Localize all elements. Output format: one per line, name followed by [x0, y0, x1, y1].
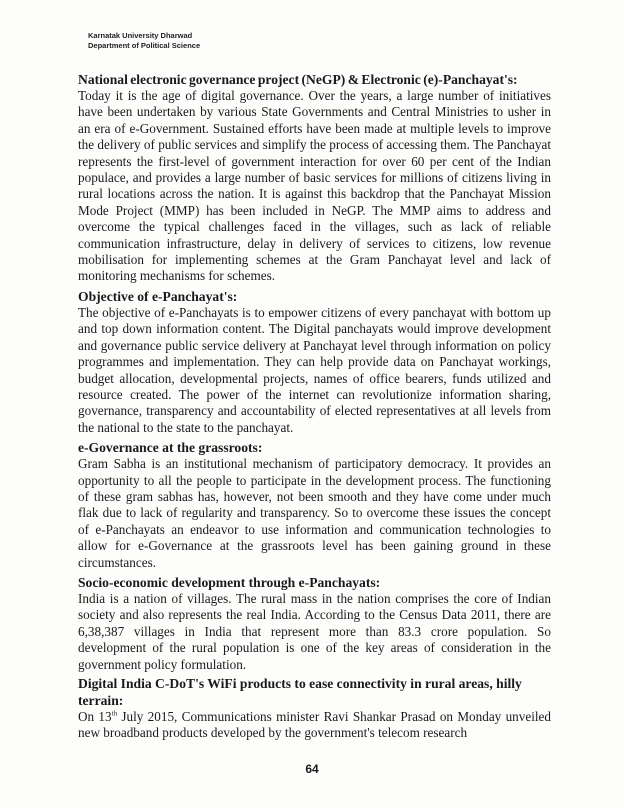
section-paragraph-digital-india — [78, 709, 551, 742]
ordinal-suffix: th — [111, 709, 118, 718]
section-heading-socio-economic: Socio-economic development through e-Panchayats: — [78, 574, 381, 590]
document-body — [78, 71, 551, 745]
section-heading-grassroots: e-Governance at the grassroots: — [78, 440, 263, 456]
department-name: Department of Political Science — [88, 41, 201, 50]
page-header — [88, 31, 200, 51]
section-heading-negp: National electronic governance project (NeGP) & Electronic (e)-Panchayat's: — [78, 72, 518, 87]
section-paragraph-socio-economic: India is a nation of villages. The rural mass in the nation comprises the core of Indian society and also represents the real India. According to the Census Data 2011, there are 6,38,387 villages in India that represent more than 83.3 crore population. So development of the rural population is one of the key areas of consideration in the government policy formulation. — [78, 590, 551, 672]
university-name: Karnatak University Dharwad — [88, 31, 193, 40]
page-number: 64 — [305, 762, 319, 776]
section-heading-objective: Objective of e-Panchayat's: — [78, 288, 238, 304]
section-paragraph-objective: The objective of e-Panchayats is to empower citizens of every panchayat with bottom up and top down information content. The Digital panchayats would improve development and governance public service delivery at Panchayat level through information on policy programmes and implementation. They can help provide data on Panchayat workings, budget allocation, developmental projects, names of office bearers, funds utilized and resource created. The power of the internet can revolutionize information sharing, governance, transparency and accountability of elected representatives at all levels from the national to the state to the panchayat. — [78, 304, 551, 435]
section-heading-digital-india: Digital India C-DoT's WiFi products to ease connectivity in rural areas, hilly terrain: — [78, 676, 522, 708]
section-paragraph-negp: Today it is the age of digital governance. Over the years, a large number of initiatives have been undertaken by various State Governments and Central Ministries to usher in an era of e-Government. Sustained efforts have been made at multiple levels to improve the delivery of public services and simplify the process of accessing them. The Panchayat represents the first-level of government interaction for over 60 per cent of the Indian populace, and provides a large number of basic services for millions of citizens living in rural locations across the nation. It is against this backdrop that the Panchayat Mission Mode Project (MMP) has been included in NeGP. The MMP aims to address and overcome the typical challenges faced in the villages, such as lack of reliable communication infrastructure, delay in delivery of services to citizens, low revenue mobilisation for implementing schemes at the Gram Panchayat level and lack of monitoring mechanisms for schemes. — [78, 88, 551, 284]
paragraph-start: On 13 — [78, 709, 112, 724]
paragraph-rest: July 2015, Communications minister Ravi Shankar Prasad on Monday unveiled new broadband products developed by the government's telecom research — [78, 709, 551, 741]
section-paragraph-grassroots: Gram Sabha is an institutional mechanism of participatory democracy. It provides an opportunity to all the people to participate in the development process. The functioning of these gram sabhas has, however, not been smooth and they have come under much flak due to lack of regularity and transparency. So to overcome these issues the concept of e-Panchayats an endeavor to use information and communication technologies to allow for e-Governance at the grassroots level has been gaining ground in these circumstances. — [78, 456, 551, 570]
